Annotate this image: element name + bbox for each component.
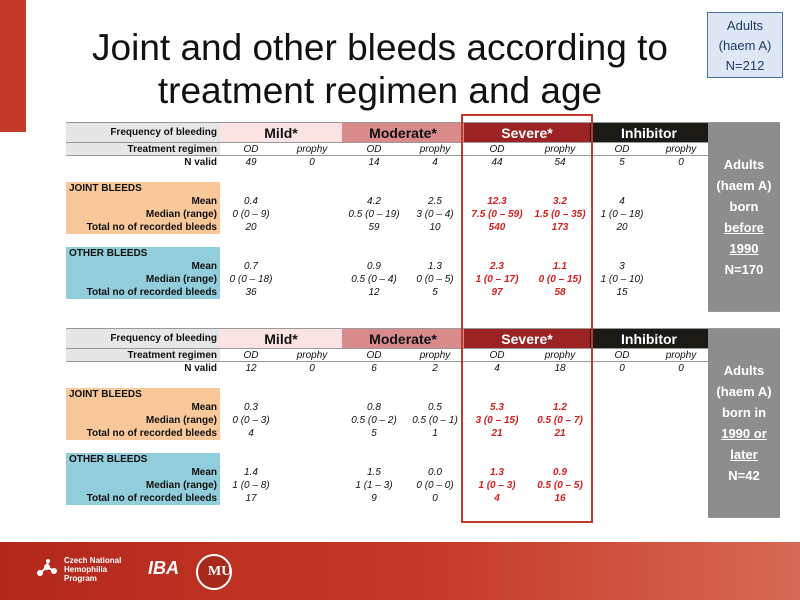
value-cell: 12.3 [487,195,507,207]
value-cell: 7.5 (0 – 59) [471,208,523,220]
value-cell: 0 [619,362,625,374]
value-cell [654,466,708,479]
value-cell [654,208,708,221]
value-cell [590,401,654,414]
joint-median-row [66,208,780,221]
value-cell [282,401,342,414]
value-cell: 1 (0 – 3) [478,479,516,491]
median-label: Median (range) [66,414,220,427]
category-severe: Severe* [464,123,590,143]
joint-mean-row [66,195,780,208]
value-cell: 0 (0 – 15) [538,273,582,285]
value-cell [282,260,342,273]
title-line-1: Joint and other bleeds according to [92,27,668,68]
value-cell: 0 [432,492,438,504]
value-cell: 0 (0 – 9) [232,208,270,220]
value-cell [654,286,708,299]
value-cell: 9 [371,492,377,504]
joint-bleeds-header-row [66,182,780,195]
side-label-line-5: 1990 [729,241,759,256]
regimen-prophy: prophy [406,349,464,362]
value-cell: 12 [368,286,380,298]
value-cell [654,479,708,492]
value-cell: 14 [368,156,380,168]
regimen-od: OD [220,349,282,362]
mean-label: Mean [66,466,220,479]
molecule-icon [36,559,58,581]
other-bleeds-heading: OTHER BLEEDS [66,247,220,260]
spacer-row [66,375,780,388]
value-cell: 0 [309,156,315,168]
value-cell: 0.9 [367,260,381,272]
value-cell: 540 [488,221,506,233]
value-cell [282,466,342,479]
value-cell: 1.5 [367,466,381,478]
table-born-before-1990 [66,122,780,312]
value-cell: 0.3 [244,401,258,413]
value-cell: 1 (0 – 10) [600,273,644,285]
other-bleeds-header-row [66,247,780,260]
value-cell [654,221,708,234]
side-label-line-2: (haem A) [716,178,772,193]
regimen-od: OD [220,143,282,156]
value-cell [590,466,654,479]
value-cell [590,414,654,427]
frequency-label: Frequency of bleeding [66,123,220,143]
spacer-row [66,299,780,312]
value-cell [654,401,708,414]
median-label: Median (range) [66,273,220,286]
category-inhibitor: Inhibitor [590,123,708,143]
regimen-prophy: prophy [654,143,708,156]
value-cell: 0.8 [367,401,381,413]
logo-text [64,556,121,583]
regimen-prophy: prophy [282,143,342,156]
university-seal: MU [196,554,232,590]
value-cell [282,414,342,427]
frequency-label: Frequency of bleeding [66,329,220,349]
value-cell [282,286,342,299]
joint-total-row [66,427,780,440]
other-bleeds-heading: OTHER BLEEDS [66,453,220,466]
title-line-2: treatment regimen and age [157,70,603,111]
n-valid-row [66,156,780,169]
other-median-row [66,273,780,286]
side-label-line-1: Adults [723,157,765,172]
value-cell: 12 [245,362,257,374]
value-cell: 1.2 [553,401,567,413]
other-mean-row [66,260,780,273]
mean-label: Mean [66,401,220,414]
spacer-row [66,169,780,182]
value-cell: 4 [494,492,500,504]
value-cell [282,427,342,440]
value-cell: 4 [432,156,438,168]
cohort-side-label [708,123,780,312]
regimen-od: OD [342,143,406,156]
value-cell: 4 [494,362,500,374]
joint-bleeds-heading: JOINT BLEEDS [66,388,220,401]
value-cell: 97 [491,286,503,298]
category-header-row [66,123,780,143]
value-cell: 17 [245,492,257,504]
value-cell: 0.0 [428,466,442,478]
value-cell [654,414,708,427]
value-cell: 0 [678,156,684,168]
value-cell: 16 [554,492,566,504]
regimen-od: OD [464,143,530,156]
side-label-line-3: born [729,199,759,214]
value-cell: 5 [371,427,377,439]
median-label: Median (range) [66,479,220,492]
value-cell: 0 [309,362,315,374]
value-cell: 0.7 [244,260,258,272]
value-cell: 1 [432,427,438,439]
regimen-prophy: prophy [406,143,464,156]
value-cell [282,492,342,505]
value-cell: 10 [429,221,441,233]
side-label-line-3: born in [721,405,767,420]
value-cell [654,273,708,286]
value-cell: 2 [432,362,438,374]
slide-title [60,26,700,112]
other-total-row [66,492,780,505]
value-cell: 0.5 [428,401,442,413]
value-cell: 0 (0 – 0) [416,479,454,491]
value-cell: 5 [432,286,438,298]
value-cell: 0.5 (0 – 1) [412,414,458,426]
value-cell: 0 (0 – 3) [232,414,270,426]
n-valid-row [66,362,780,375]
value-cell [654,427,708,440]
value-cell: 49 [245,156,257,168]
other-bleeds-header-row [66,453,780,466]
total-label: Total no of recorded bleeds [66,286,220,299]
value-cell: 1.1 [553,260,567,272]
value-cell: 21 [491,427,503,439]
side-label-line-6: N=42 [728,468,760,483]
value-cell: 1 (1 – 3) [355,479,393,491]
iba-logo: IBA [148,558,179,578]
value-cell: 3 [619,260,625,272]
value-cell [282,195,342,208]
value-cell: 0 [678,362,684,374]
regimen-od: OD [464,349,530,362]
value-cell [282,273,342,286]
value-cell: 0.5 (0 – 4) [351,273,397,285]
value-cell: 58 [554,286,566,298]
value-cell: 1.3 [490,466,504,478]
value-cell: 36 [245,286,257,298]
other-median-row [66,479,780,492]
value-cell: 20 [245,221,257,233]
side-label-line-2: (haem A) [716,384,772,399]
value-cell [654,492,708,505]
value-cell: 21 [554,427,566,439]
category-header-row [66,329,780,349]
joint-total-row [66,221,780,234]
regimen-label: Treatment regimen [66,349,220,362]
joint-bleeds-header-row [66,388,780,401]
value-cell [654,260,708,273]
side-label-line-4: before [724,220,764,235]
value-cell: 20 [616,221,628,233]
side-label-line-5: later [730,447,758,462]
value-cell [282,208,342,221]
table-born-1990-or-later [66,328,780,518]
total-label: Total no of recorded bleeds [66,221,220,234]
value-cell [654,195,708,208]
hemophilia-program-logo [36,556,121,583]
value-cell: 1.4 [244,466,258,478]
regimen-prophy: prophy [282,349,342,362]
value-cell: 173 [551,221,569,233]
cohort-side-label [708,329,780,518]
value-cell: 2.5 [428,195,442,207]
joint-median-row [66,414,780,427]
logo-text-line-1: Czech National [64,556,122,565]
value-cell: 1.3 [428,260,442,272]
value-cell: 4.2 [367,195,381,207]
median-label: Median (range) [66,208,220,221]
logo-text-line-3: Program [64,574,97,583]
joint-mean-row [66,401,780,414]
value-cell [282,479,342,492]
total-label: Total no of recorded bleeds [66,492,220,505]
value-cell: 2.3 [490,260,504,272]
category-moderate: Moderate* [342,123,464,143]
value-cell [282,221,342,234]
value-cell: 1.5 (0 – 35) [534,208,586,220]
side-label-line-1: Adults [723,363,765,378]
value-cell [590,492,654,505]
value-cell: 18 [554,362,566,374]
regimen-od: OD [342,349,406,362]
value-cell: 6 [371,362,377,374]
info-box-line-1: Adults [726,18,764,33]
value-cell: 0.5 (0 – 5) [537,479,583,491]
n-valid-label: N valid [184,156,217,168]
category-inhibitor: Inhibitor [590,329,708,349]
value-cell: 0 (0 – 5) [416,273,454,285]
total-label: Total no of recorded bleeds [66,427,220,440]
value-cell: 4 [619,195,625,207]
value-cell: 44 [491,156,503,168]
value-cell: 0.5 (0 – 2) [351,414,397,426]
value-cell: 5.3 [490,401,504,413]
value-cell: 1 (0 – 8) [232,479,270,491]
regimen-od: OD [590,143,654,156]
cohort-info-box [707,12,783,78]
regimen-row [66,143,780,156]
regimen-label: Treatment regimen [66,143,220,156]
value-cell: 1 (0 – 17) [475,273,519,285]
spacer-row [66,505,780,518]
value-cell: 0 (0 – 18) [229,273,273,285]
value-cell: 5 [619,156,625,168]
regimen-od: OD [590,349,654,362]
category-mild: Mild* [220,123,342,143]
value-cell: 1 (0 – 18) [600,208,644,220]
spacer-row [66,234,780,247]
category-moderate: Moderate* [342,329,464,349]
accent-side-bar [0,0,26,132]
value-cell: 3 (0 – 15) [475,414,519,426]
mean-label: Mean [66,195,220,208]
side-label-line-6: N=170 [724,262,764,277]
value-cell: 15 [616,286,628,298]
value-cell: 3.2 [553,195,567,207]
mean-label: Mean [66,260,220,273]
category-mild: Mild* [220,329,342,349]
regimen-prophy: prophy [530,143,590,156]
side-label-line-4: 1990 or [721,426,767,441]
value-cell: 54 [554,156,566,168]
n-valid-label: N valid [184,362,217,374]
value-cell: 3 (0 – 4) [416,208,454,220]
value-cell: 0.9 [553,466,567,478]
other-mean-row [66,466,780,479]
value-cell [590,479,654,492]
regimen-prophy: prophy [654,349,708,362]
info-box-line-3: N=212 [725,58,765,73]
value-cell: 0.4 [244,195,258,207]
logo-text-line-2: Hemophilia [64,565,108,574]
regimen-prophy: prophy [530,349,590,362]
joint-bleeds-heading: JOINT BLEEDS [66,182,220,195]
value-cell: 59 [368,221,380,233]
footer-bar [0,542,800,600]
value-cell: 0.5 (0 – 7) [537,414,583,426]
value-cell: 4 [248,427,254,439]
value-cell [590,427,654,440]
regimen-row [66,349,780,362]
value-cell: 0.5 (0 – 19) [348,208,400,220]
other-total-row [66,286,780,299]
info-box-line-2: (haem A) [718,38,772,53]
category-severe: Severe* [464,329,590,349]
spacer-row [66,440,780,453]
